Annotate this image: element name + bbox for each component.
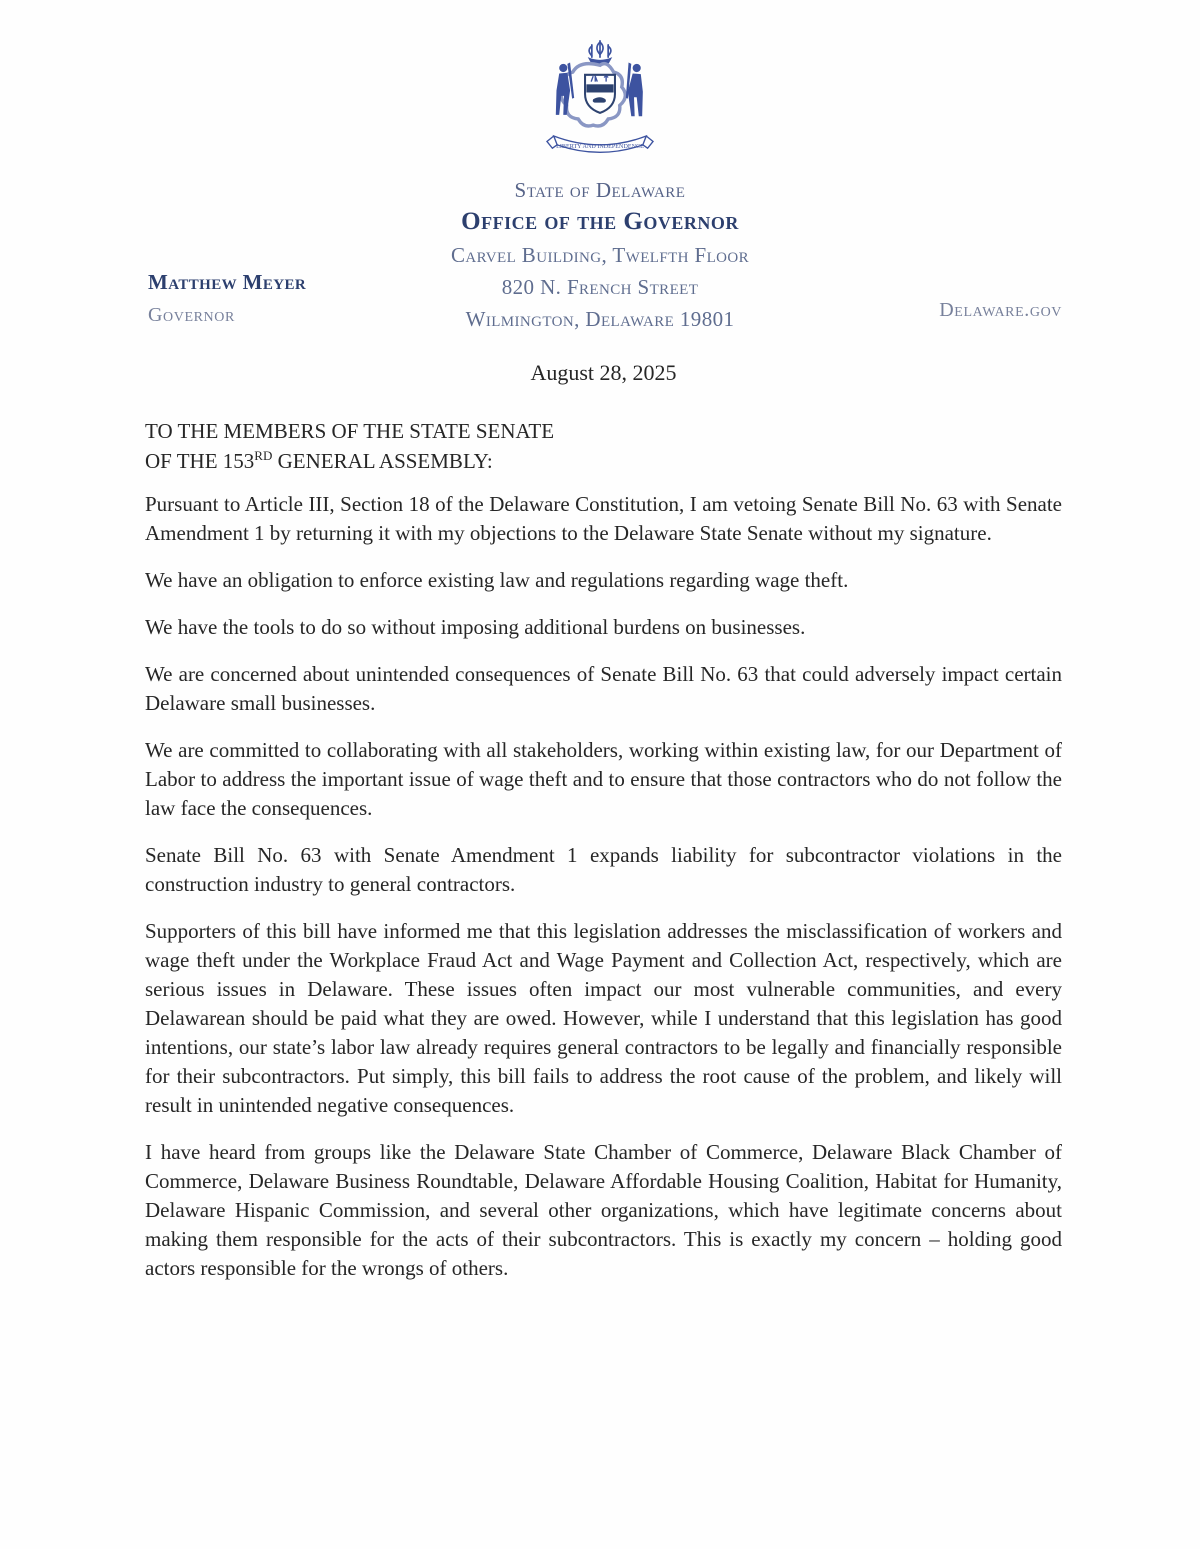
salutation (145, 416, 1062, 476)
salutation-line-1: TO THE MEMBERS OF THE STATE SENATE (145, 419, 555, 443)
paragraph-2: We have an obligation to enforce existing law and regulations regarding wage theft. (145, 568, 849, 592)
address-line-3: Wilmington, Delaware 19801 (465, 307, 735, 331)
farmer-figure-icon (556, 63, 574, 115)
salutation-line-2 (145, 446, 1062, 476)
letter-date: August 28, 2025 (530, 360, 677, 385)
letter-body (145, 490, 1062, 1283)
motto-banner (547, 136, 653, 152)
address-line-1: Carvel Building, Twelfth Floor (450, 243, 750, 267)
official-block (148, 270, 306, 327)
paragraph-3: We have the tools to do so without imposing additional burdens on businesses. (145, 615, 806, 639)
address-line-2: 820 N. French Street (501, 275, 699, 299)
official-title: Governor (148, 304, 235, 326)
seal-motto-text: LIBERTY AND INDEPENDENCE (556, 144, 644, 151)
paragraph-5: We are committed to collaborating with all stakeholders, working within existing law, for our Department of Labor to address the important issue of wage theft and to ensure that those contractors who do not follow the law face the consequences. (145, 738, 1062, 820)
paragraph-7: Supporters of this bill have informed me that this legislation addresses the misclassification of workers and wage theft under the Workplace Fraud Act and Wage Payment and Collection Act, respectively, which are serious issues in Delaware. These issues often impact our most vulnerable communities, and every Delawarean should be paid what they are owed. However, while I understand that this legislation has good intentions, our state’s labor law already requires general contractors to be legally and financially responsible for their subcontractors. Put simply, this bill fails to address the root cause of the problem, and likely will result in unintended negative consequences. (145, 919, 1062, 1117)
paragraph-8: I have heard from groups like the Delaware State Chamber of Commerce, Delaware Black Chamber of Commerce, Delaware Business Roundtable, Delaware Affordable Housing Coalition, Habitat for Humanity, Delaware Hispanic Commission, and several other organizations, which have legitimate concerns about making them responsible for the acts of their subcontractors. This is exactly my concern – holding good actors responsible for the wrongs of others. (145, 1140, 1062, 1280)
paragraph-4: We are concerned about unintended consequences of Senate Bill No. 63 that could adversely impact certain Delaware small businesses. (145, 662, 1062, 715)
salutation-line-2-prefix: OF THE 153 (145, 449, 255, 473)
official-name: Matthew Meyer (148, 270, 307, 294)
militiaman-figure-icon (626, 63, 643, 117)
paragraph-1: Pursuant to Article III, Section 18 of the Delaware Constitution, I am vetoing Senate Bill No. 63 with Senate Amendment 1 by returning it with my objections to the Delaware State Senate without my signature. (145, 492, 1062, 545)
delaware-state-seal-icon (525, 34, 675, 170)
state-line: State of Delaware (514, 178, 686, 202)
letter-content (145, 360, 1062, 1283)
website-label: Delaware.gov (939, 299, 1062, 321)
ship-crest-icon (588, 41, 612, 65)
office-line: Office of the Governor (461, 208, 739, 235)
salutation-ordinal-superscript: RD (254, 448, 273, 463)
shield-icon (585, 75, 615, 113)
salutation-line-2-suffix: GENERAL ASSEMBLY: (272, 449, 493, 473)
paragraph-6: Senate Bill No. 63 with Senate Amendment 1 expands liability for subcontractor violations in the construction industry to general contractors. (145, 843, 1062, 896)
